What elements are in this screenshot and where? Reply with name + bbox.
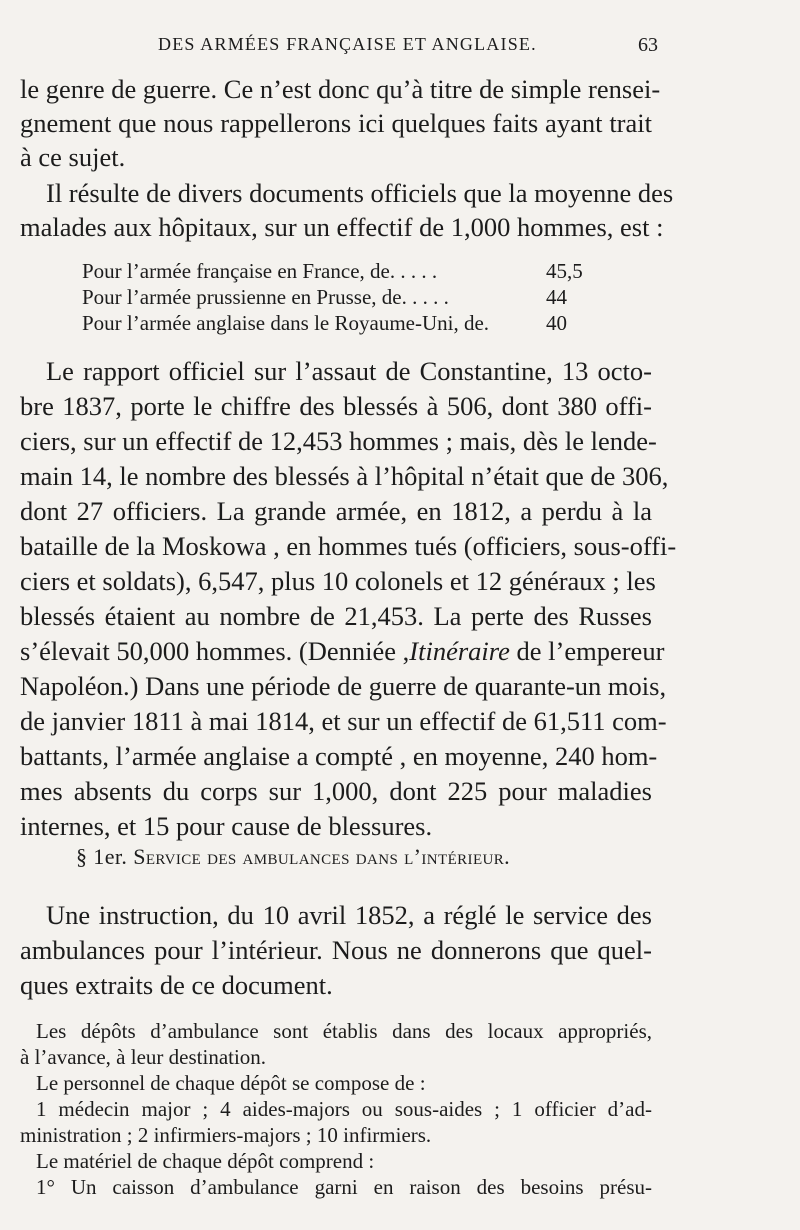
statistic-value: 45,5	[546, 259, 583, 283]
running-title: DES ARMÉES FRANÇAISE ET ANGLAISE.	[158, 34, 537, 54]
text-segment: s’élevait 50,000 hommes. (Denniée ,	[20, 636, 410, 666]
section-heading	[76, 844, 596, 870]
text-line: mes absents du corps sur 1,000, dont 225 pour maladies	[20, 776, 652, 806]
text-line: main 14, le nombre des blessés à l’hôpital n’était que de 306,	[20, 461, 669, 491]
text-line: à ce sujet.	[20, 142, 126, 172]
statistic-label: Pour l’armée prussienne en Prusse, de. . . . .	[82, 285, 449, 309]
text-line: bataille de la Moskowa , en hommes tués (officiers, sous-offi-	[20, 531, 677, 561]
page-number: 63	[638, 34, 658, 56]
italic-title: Itinéraire	[409, 636, 510, 666]
extract-line: 1 médecin major ; 4 aides-majors ou sous-aides ; 1 officier d’ad-	[36, 1097, 652, 1121]
statistic-value: 44	[546, 285, 567, 309]
statistic-label: Pour l’armée française en France, de. . . . .	[82, 259, 438, 283]
text-line: ques extraits de ce document.	[20, 970, 333, 1000]
text-segment: de l’empereur	[516, 636, 665, 666]
text-line: de janvier 1811 à mai 1814, et sur un effectif de 61,511 com-	[20, 706, 667, 736]
text-line: Une instruction, du 10 avril 1852, a réglé le service des	[46, 900, 652, 930]
page-header	[18, 34, 658, 62]
extract-line: à l’avance, à leur destination.	[20, 1045, 267, 1069]
section-title: Service des ambulances dans l’intérieur.	[133, 844, 511, 869]
extract-line: Le matériel de chaque dépôt comprend :	[36, 1149, 375, 1173]
text-line-with-italic	[20, 634, 665, 668]
text-line: internes, et 15 pour cause de blessures.	[20, 811, 433, 841]
statistic-label: Pour l’armée anglaise dans le Royaume-Uni, de.	[82, 311, 490, 335]
text-line: dont 27 officiers. La grande armée, en 1812, a perdu à la	[20, 496, 652, 526]
extract-line: Le personnel de chaque dépôt se compose de :	[36, 1071, 426, 1095]
text-line: gnement que nous rappellerons ici quelques faits ayant trait	[20, 108, 652, 138]
statistic-value: 40	[546, 311, 567, 335]
extract-line: 1° Un caisson d’ambulance garni en raison des besoins présu-	[36, 1175, 652, 1199]
text-line: le genre de guerre. Ce n’est donc qu’à titre de simple rensei-	[20, 74, 661, 104]
text-line: ambulances pour l’intérieur. Nous ne donnerons que quel-	[20, 935, 652, 965]
text-line: malades aux hôpitaux, sur un effectif de 1,000 hommes, est :	[20, 212, 664, 242]
text-line: Napoléon.) Dans une période de guerre de quarante-un mois,	[20, 671, 667, 701]
text-line: bre 1837, porte le chiffre des blessés à 506, dont 380 offi-	[20, 391, 652, 421]
text-line: Il résulte de divers documents officiels que la moyenne des	[46, 178, 674, 208]
extract-line: Les dépôts d’ambulance sont établis dans des locaux appropriés,	[36, 1019, 652, 1043]
text-line: Le rapport officiel sur l’assaut de Constantine, 13 octo-	[46, 356, 652, 386]
text-line: blessés étaient au nombre de 21,453. La perte des Russes	[20, 601, 652, 631]
book-page	[18, 0, 677, 1230]
text-line: battants, l’armée anglaise a compté , en moyenne, 240 hom-	[20, 741, 658, 771]
text-line: ciers, sur un effectif de 12,453 hommes ; mais, dès le lende-	[20, 426, 657, 456]
text-line: ciers et soldats), 6,547, plus 10 colonels et 12 généraux ; les	[20, 566, 656, 596]
extract-line: ministration ; 2 infirmiers-majors ; 10 infirmiers.	[20, 1123, 432, 1147]
section-number: § 1er.	[76, 844, 128, 869]
